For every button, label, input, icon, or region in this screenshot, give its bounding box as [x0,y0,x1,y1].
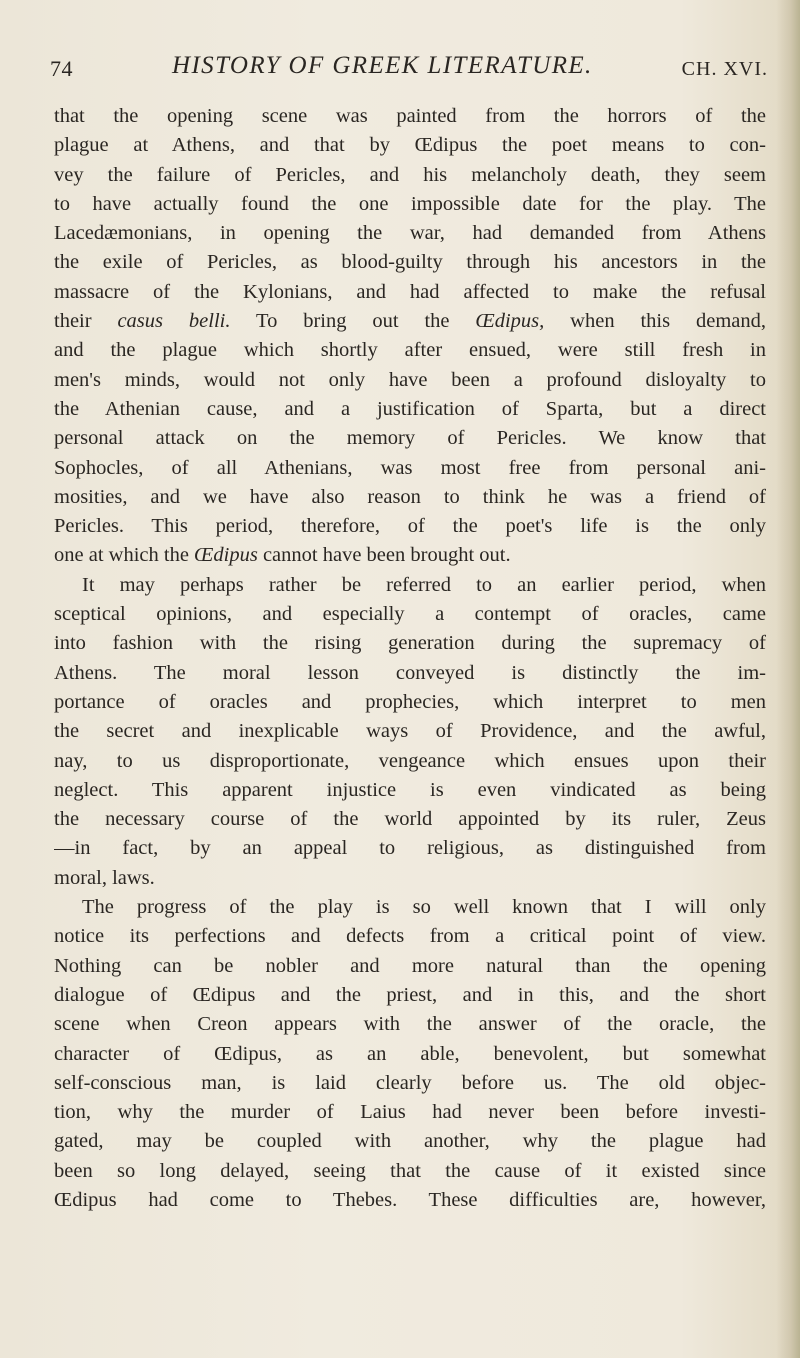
text-line: gated, may be coupled with another, why the plague had [54,1130,766,1153]
text-line: neglect. This apparent injustice is even vindicated as being [54,778,766,801]
text-line: Pericles. This period, therefore, of the poet's life is the only [54,515,766,538]
text-line: Œdipus had come to Thebes. These difficulties are, however, [54,1188,766,1211]
text-line: It may perhaps rather be referred to an earlier period, when [82,573,766,596]
page-number: 74 [50,56,73,81]
text-line: their casus belli. To bring out the Œdipus, when this demand, [54,310,766,333]
text-line: Nothing can be nobler and more natural than the opening [54,954,766,977]
text-line: into fashion with the rising generation during the supremacy of [54,632,766,655]
text-line: sceptical opinions, and especially a contempt of oracles, came [54,603,766,626]
text-line: mosities, and we have also reason to think he was a friend of [54,485,766,508]
text-line: character of Œdipus, as an able, benevolent, but somewhat [54,1042,766,1065]
text-line: scene when Creon appears with the answer of the oracle, the [54,1013,766,1036]
text-line: portance of oracles and prophecies, which interpret to men [54,690,766,713]
text-line: the necessary course of the world appointed by its ruler, Zeus [54,808,766,831]
chapter-label: CH. XVI. [681,58,768,80]
text-line: the secret and inexplicable ways of Providence, and the awful, [54,720,766,743]
running-title: HISTORY OF GREEK LITERATURE. [172,52,593,79]
text-line: men's minds, would not only have been a profound disloyalty to [54,368,766,391]
text-line: the Athenian cause, and a justification of Sparta, but a direct [54,397,766,420]
text-line: —in fact, by an appeal to religious, as distinguished from [54,837,766,860]
running-header [50,46,770,86]
text-line: tion, why the murder of Laius had never been before investi- [54,1101,766,1124]
text-line: moral, laws. [54,866,155,889]
body-text [54,102,766,1215]
text-line: been so long delayed, seeing that the cause of it existed since [54,1159,766,1182]
text-line: The progress of the play is so well known that I will only [82,896,766,919]
text-line: massacre of the Kylonians, and had affected to make the refusal [54,280,766,303]
page-edge-shadow [776,0,800,1358]
text-line: that the opening scene was painted from the horrors of the [54,105,766,127]
text-line: Athens. The moral lesson conveyed is distinctly the im- [54,661,766,684]
text-line: one at which the Œdipus cannot have been brought out. [54,544,511,567]
text-line: Lacedæmonians, in opening the war, had demanded from Athens [54,222,766,245]
text-line: plague at Athens, and that by Œdipus the poet means to con- [54,134,766,157]
text-line: dialogue of Œdipus and the priest, and in this, and the short [54,983,766,1006]
text-line: personal attack on the memory of Pericles. We know that [54,427,766,450]
text-line: notice its perfections and defects from a critical point of view. [54,925,766,948]
text-line: nay, to us disproportionate, vengeance which ensues upon their [54,749,766,772]
italic-phrase: casus belli. [117,310,231,333]
italic-title: Œdipus, [475,310,545,333]
italic-title: Œdipus [194,544,258,567]
text-line: self-conscious man, is laid clearly before us. The old objec- [54,1071,766,1094]
text-line: Sophocles, of all Athenians, was most free from personal ani- [54,456,766,479]
text-line: vey the failure of Pericles, and his melancholy death, they seem [54,163,766,186]
text-line: and the plague which shortly after ensued, were still fresh in [54,339,766,362]
text-line: the exile of Pericles, as blood-guilty through his ancestors in the [54,251,766,274]
text-line: to have actually found the one impossible date for the play. The [54,192,766,215]
